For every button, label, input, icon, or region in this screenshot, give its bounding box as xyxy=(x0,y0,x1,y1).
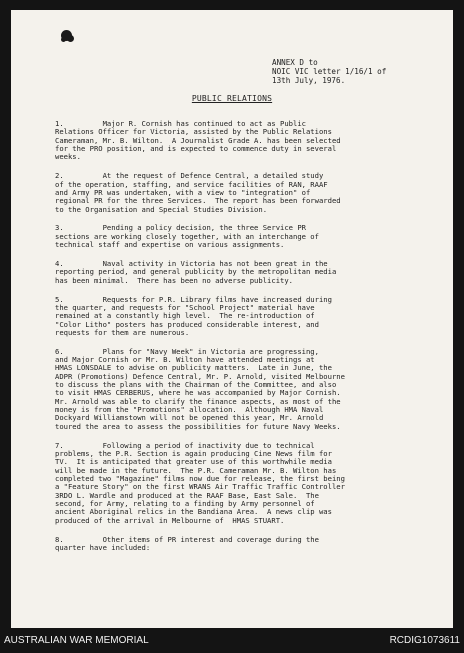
paragraph-2: 2. At the request of Defence Central, a detailed study of the operation, staffing, and service facilities of RAN, RAAF and Army PR was undertaken, with a view to "integration" of regional PR for the three Services. The report has been forwarded to the Organisation and Special Studies Division. xyxy=(55,171,341,214)
document-page xyxy=(11,10,453,628)
paragraph-1: 1. Major R. Cornish has continued to act as Public Relations Officer for Victoria, assisted by the Public Relations Cameraman, Mr. B. Wilton. A Journalist Grade A. has been selected for the PRO position, and is expected to commence duty in several weeks. xyxy=(55,119,341,162)
annex-reference xyxy=(272,58,386,85)
annex-line-2: NOIC VIC letter 1/16/1 of xyxy=(272,67,387,76)
punch-hole-mark xyxy=(61,30,72,41)
document-title: PUBLIC RELATIONS xyxy=(191,94,273,103)
paragraph-5: 5. Requests for P.R. Library films have increased during the quarter, and requests for "School Project" material have remained at a constantly high level. The re-introduction of "Color Litho" posters has produced considerable interest, and requests for them are numerous. xyxy=(55,294,332,337)
annex-line-1: ANNEX D to xyxy=(272,58,318,67)
document-body xyxy=(55,120,425,563)
paragraph-3: 3. Pending a policy decision, the three Service PR sections are working closely together, with an interchange of technical staff and expertise on various assignments. xyxy=(55,223,319,250)
annex-line-3: 13th July, 1976. xyxy=(272,76,346,85)
paragraph-4: 4. Naval activity in Victoria has not been great in the reporting period, and general publicity by the metropolitan media has been minimal. There has been no adverse publicity. xyxy=(55,258,337,285)
document-title-wrapper xyxy=(11,94,453,103)
footer-record-id: RCDIG1073611 xyxy=(389,635,460,646)
footer-source: AUSTRALIAN WAR MEMORIAL xyxy=(4,635,149,646)
paragraph-8: 8. Other items of PR interest and coverage during the quarter have included: xyxy=(55,534,319,552)
archive-footer xyxy=(0,628,464,653)
paragraph-6: 6. Plans for "Navy Week" in Victoria are progressing, and Major Cornish or Mr. B. Wilton have attended meetings at HMAS LONSDALE to advise on publicity matters. Late in June, the ADPR (Promotions) Defence Central, Mr. P. Arnold, visited Melbourne to discuss the plans with the Chairman of the Committee, and also to visit HMAS CERBERUS, where he was accompanied by Major Cornish. Mr. Arnold was able to clarify the finance aspects, as most of the money is from the "Promotions" allocation. Although HMA Naval Dockyard Williamstown will not be opened this year, Mr. Arnold toured the area to assess the possibilities for future Navy Weeks. xyxy=(55,346,345,431)
paragraph-7: 7. Following a period of inactivity due to technical problems, the P.R. Section is again producing Cine News film for TV. It is anticipated that greater use of this worthwhile media will be made in the future. The P.R. Cameraman Mr. B. Wilton has completed two "Magazine" films now due for release, the first being a "Feature Story" on the first WRANS Air Traffic Traffic Controller 3RDO L. Wardle and produced at the RAAF Base, East Sale. The second, for Army, relating to a finding by Army personnel of ancient Aboriginal relics in the Bandiana Area. A news clip was produced of the arrival in Melbourne of HMAS STUART. xyxy=(55,440,345,525)
